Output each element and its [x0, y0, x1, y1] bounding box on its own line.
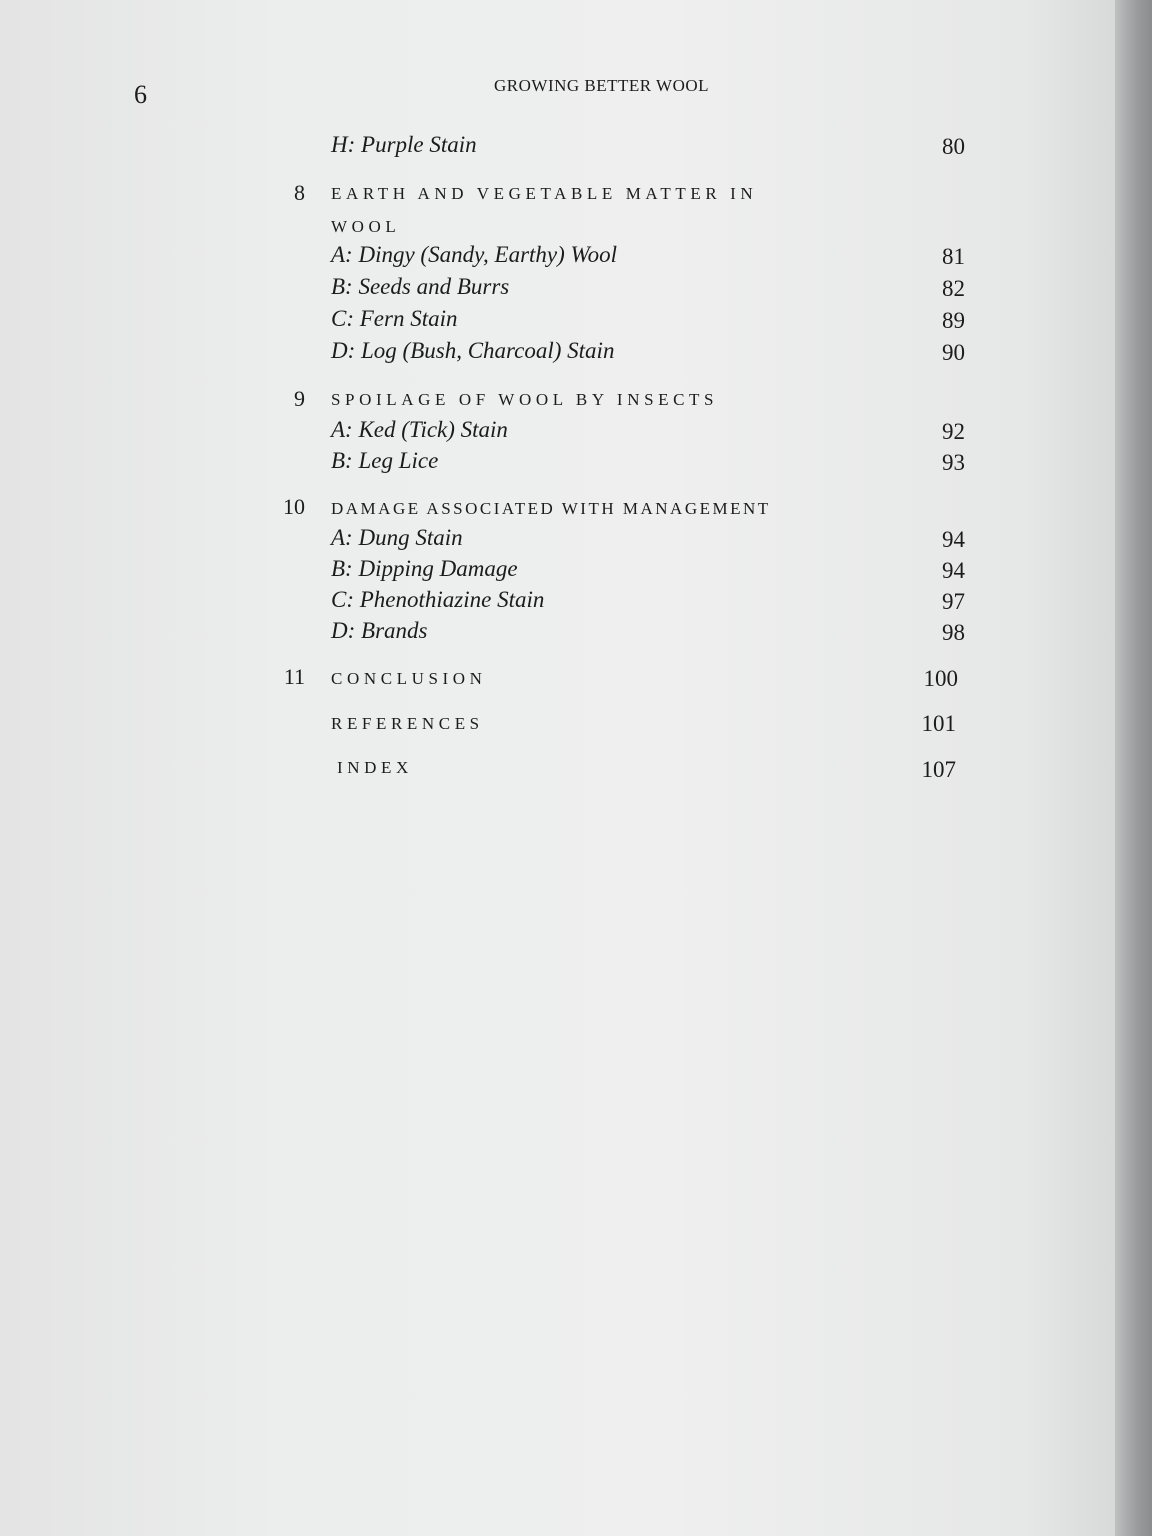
toc-page: 97 [942, 589, 965, 614]
chapter-title: EARTH AND VEGETABLE MATTER IN [331, 184, 758, 203]
chapter-number: 9 [294, 386, 305, 411]
toc-page: 94 [942, 558, 965, 583]
toc-entry: D: Log (Bush, Charcoal) Stain [331, 338, 615, 363]
page-number: 6 [134, 80, 147, 109]
toc-page: 98 [942, 620, 965, 645]
chapter-number: 10 [283, 494, 305, 519]
toc-entry: B: Seeds and Burrs [331, 274, 510, 299]
toc-page: 94 [942, 527, 965, 552]
toc-page: 101 [921, 711, 956, 736]
chapter-number: 8 [294, 180, 305, 205]
chapter-title: SPOILAGE OF WOOL BY INSECTS [331, 390, 719, 409]
toc-entry: H: Purple Stain [331, 132, 477, 157]
toc-page: 90 [942, 340, 965, 365]
toc-page: 80 [942, 134, 965, 159]
references-title: REFERENCES [331, 714, 484, 733]
toc-page: 81 [942, 244, 965, 269]
toc-entry: C: Phenothiazine Stain [331, 587, 545, 612]
page-edge-shadow [1115, 0, 1152, 1536]
toc-entry: A: Dingy (Sandy, Earthy) Wool [331, 242, 617, 267]
toc-entry: C: Fern Stain [331, 306, 458, 331]
toc-entry: B: Dipping Damage [331, 556, 518, 581]
chapter-number: 11 [283, 664, 305, 689]
toc-entry: A: Dung Stain [331, 525, 463, 550]
toc-entry: D: Brands [331, 618, 428, 643]
toc-page: 89 [942, 308, 965, 333]
toc-entry: A: Ked (Tick) Stain [331, 417, 508, 442]
toc-page: 107 [921, 757, 956, 782]
toc-page: 92 [942, 419, 965, 444]
chapter-title: CONCLUSION [331, 669, 487, 688]
running-title: GROWING BETTER WOOL [494, 76, 710, 95]
chapter-title-cont: WOOL [331, 217, 401, 236]
toc-page: 93 [942, 450, 965, 475]
toc-page: 82 [942, 276, 965, 301]
index-title: INDEX [337, 758, 413, 777]
toc-entry: B: Leg Lice [331, 448, 439, 473]
toc-page: 100 [923, 666, 958, 691]
chapter-title: DAMAGE ASSOCIATED WITH MANAGEMENT [331, 499, 771, 518]
